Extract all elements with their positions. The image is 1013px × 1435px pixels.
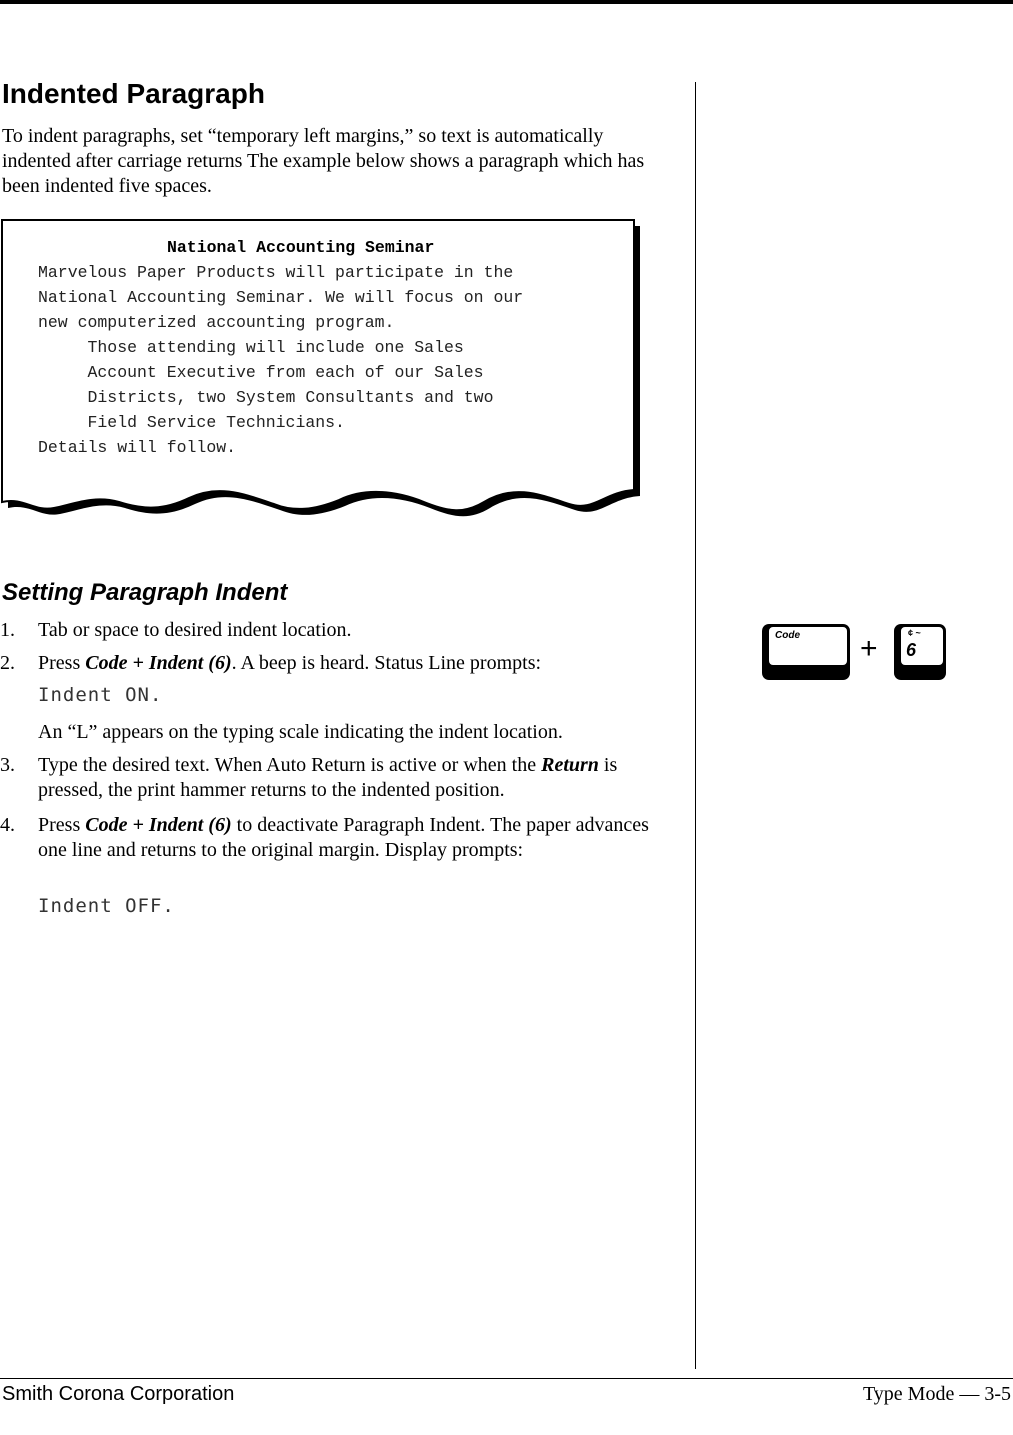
sample-line-indented: Districts, two System Consultants and two	[38, 388, 494, 407]
top-rule	[0, 0, 1013, 4]
sample-line-indented: Account Executive from each of our Sales	[38, 363, 484, 382]
step-text	[38, 753, 678, 803]
step-number: 4.	[0, 814, 15, 836]
step-number: 2.	[0, 652, 15, 674]
plus-sign: +	[860, 632, 878, 665]
sample-line-indented: Field Service Technicians.	[38, 413, 345, 432]
step-text: Tab or space to desired indent location.	[38, 619, 352, 641]
step-text-part: Press	[38, 652, 86, 674]
code-key-label: Code	[775, 630, 800, 641]
key-combo: Code + Indent (6)	[85, 652, 232, 674]
code-plus-6-keys-illustration	[760, 622, 950, 684]
sample-line: new computerized accounting program.	[38, 313, 395, 332]
footer-page-number: Type Mode — 3-5	[862, 1383, 1011, 1405]
step-text-part: . A beep is heard. Status Line prompts:	[231, 652, 542, 674]
six-key-icon	[894, 624, 946, 680]
status-prompt-off: Indent OFF.	[38, 895, 175, 917]
sample-line-indented: Those attending will include one Sales	[38, 338, 464, 357]
step-number: 1.	[0, 619, 15, 641]
step-text-part: to deactivate Paragraph Indent. The paper advances one line and returns to the original margin. Display prompts:	[38, 814, 649, 861]
six-key-main-label: 6	[906, 640, 917, 660]
section-title: Indented Paragraph	[2, 78, 265, 109]
step-text	[38, 651, 678, 676]
column-divider	[695, 82, 696, 1369]
sample-line: Details will follow.	[38, 438, 237, 457]
code-key-icon	[762, 624, 850, 680]
sample-line: National Accounting Seminar. We will focus on our	[38, 288, 524, 307]
key-combo: Code + Indent (6)	[85, 814, 232, 836]
indent-note: An “L” appears on the typing scale indicating the indent location.	[38, 721, 563, 743]
step-number: 3.	[0, 754, 15, 776]
step-text	[38, 813, 678, 863]
key-name: Return	[541, 754, 599, 776]
sample-line: Marvelous Paper Products will participate in the	[38, 263, 514, 282]
step-text-part: Press	[38, 814, 86, 836]
status-prompt-on: Indent ON.	[38, 684, 163, 706]
procedure-title: Setting Paragraph Indent	[2, 579, 288, 606]
sample-heading: National Accounting Seminar	[167, 238, 435, 257]
footer-rule	[0, 1378, 1013, 1379]
footer-company: Smith Corona Corporation	[2, 1383, 235, 1405]
six-key-top-label: ¢ ~	[908, 628, 921, 638]
step-text-part: Type the desired text. When Auto Return is active or when the	[38, 754, 542, 776]
step-text-part: is pressed, the print hammer returns to the indented position.	[38, 754, 618, 801]
intro-paragraph: To indent paragraphs, set “temporary left margins,” so text is automatically indented after carriage returns The example below shows a paragraph which has been indented five spaces.	[2, 125, 645, 197]
typed-sample-sheet	[0, 218, 640, 528]
